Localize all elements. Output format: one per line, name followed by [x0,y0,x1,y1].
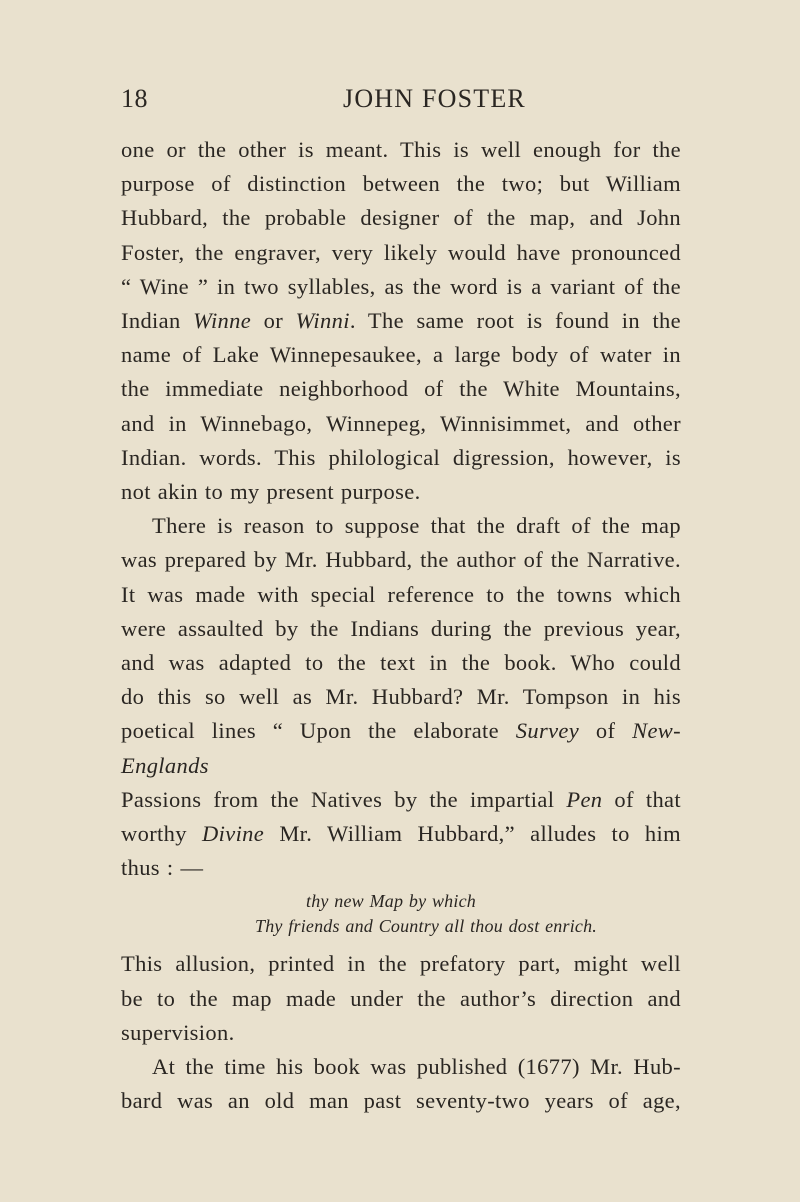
text-line: be to the map made under the author’s direction and [121,985,681,1011]
text-line: bard was an old man past seventy-two years of age, [121,1088,681,1114]
text-line: were assaulted by the Indians during the previous year, [121,615,681,641]
italic-term: Winne [193,308,252,334]
text-segment: poetical lines “ Upon the elaborate [121,718,516,744]
text-line: was prepared by Mr. Hubbard, the author of the Narrative. [121,547,681,573]
verse-line: Thy friends and Country all thou dost enrich. [255,916,597,937]
paragraph-3 [121,947,681,1050]
text-segment: . The same root is found in the [349,308,681,334]
text-line [121,714,681,782]
text-line: thus : — [121,855,204,881]
text-line: Hubbard, the probable designer of the map, and John [121,205,681,231]
running-head: JOHN FOSTER [343,84,526,113]
text-line: name of Lake Winnepesaukee, a large body of water in [121,342,681,368]
text-line: “ Wine ” in two syllables, as the word is a variant of the [121,273,681,299]
text-line: It was made with special reference to the towns which [121,581,681,607]
text-segment: Mr. William Hubbard,” alludes to him [264,821,681,847]
italic-term: Survey [515,718,580,744]
verse-quote [121,889,681,939]
verse-line: thy new Map by which [306,891,476,912]
text-segment: or [251,308,296,334]
text-line [121,304,681,338]
text-line: and in Winnebago, Winnepeg, Winnisimmet, and other [121,410,681,436]
text-line: purpose of distinction between the two; but William [121,171,681,197]
italic-term: Pen [566,786,603,812]
text-line [121,817,681,851]
text-segment: of that [602,786,681,812]
text-segment: worthy [121,821,203,847]
text-line: not akin to my present purpose. [121,479,421,505]
text-line [121,783,681,817]
text-line: the immediate neighborhood of the White Mountains, [121,376,681,402]
text-segment: of [579,718,633,744]
text-segment: Passions from the Natives by the impartial [121,786,567,812]
text-line: There is reason to suppose that the draft of the map [152,513,681,539]
paragraph-4 [121,1050,681,1118]
text-line: one or the other is meant. This is well enough for the [121,137,681,162]
italic-term: Divine [202,821,265,847]
italic-term: New-Englands [121,718,681,778]
text-segment: Indian [121,308,194,334]
italic-term: Winni [295,308,350,334]
paragraph-1 [121,133,681,509]
page-header [121,84,681,124]
text-line: At the time his book was published (1677) Mr. Hub- [152,1054,681,1080]
page-number: 18 [121,84,148,113]
text-line: supervision. [121,1019,235,1045]
text-line: Foster, the engraver, very likely would have pronounced [121,239,681,265]
text-line: Indian. words. This philological digression, however, is [121,444,681,470]
body-text [121,133,681,1118]
paragraph-2 [121,509,681,885]
text-line: do this so well as Mr. Hubbard? Mr. Tompson in his [121,684,681,710]
text-line: This allusion, printed in the prefatory part, might well [121,951,681,977]
text-line: and was adapted to the text in the book. Who could [121,650,681,676]
